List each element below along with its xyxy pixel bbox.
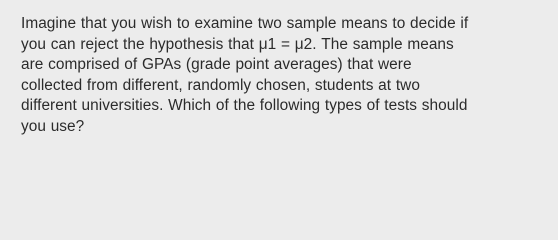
question-line-2: you can reject the hypothesis that μ1 = μ2. The sample means [21, 35, 454, 53]
question-line-4: collected from different, randomly chosen, students at two [21, 76, 420, 94]
question-text [21, 14, 544, 138]
question-line-5: different universities. Which of the following types of tests should [21, 97, 468, 115]
question-line-6: you use? [21, 117, 85, 135]
question-line-1: Imagine that you wish to examine two sample means to decide if [21, 15, 469, 32]
question-line-3: are comprised of GPAs (grade point averages) that were [21, 56, 412, 74]
